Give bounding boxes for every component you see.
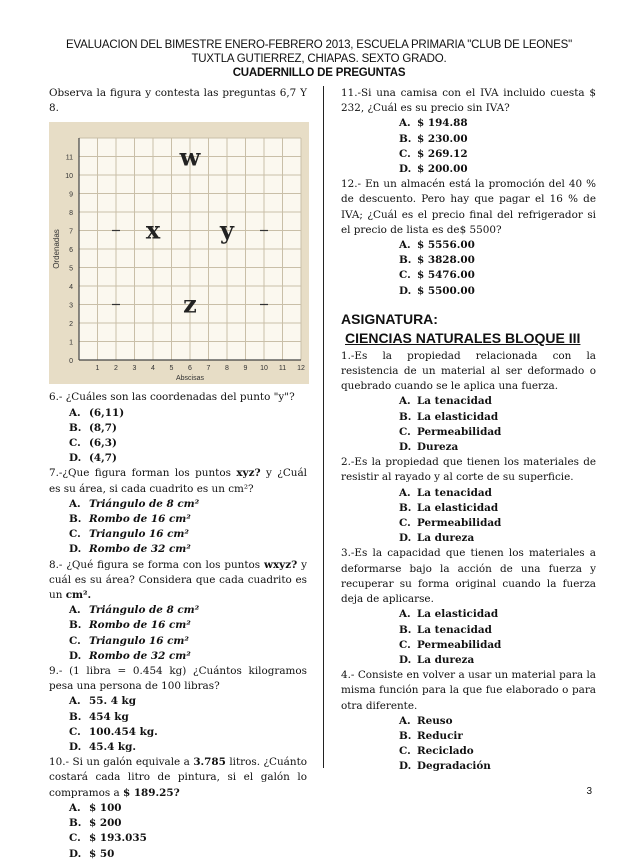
answer-option: [341, 147, 596, 162]
science-question-1: 1.-Es la propiedad relacionada con la resistencia de un material al ser deformado o quebrado cuando se le aplica una fuerza.: [341, 349, 596, 393]
option-text: Rombo de 32 cm²: [89, 543, 191, 556]
answer-option: [49, 634, 307, 649]
option-letter: D.: [69, 543, 82, 556]
coordinate-figure: [49, 122, 309, 384]
option-text: Dureza: [417, 441, 459, 454]
x-tick-label: 3: [132, 365, 137, 373]
question-6-options: [49, 406, 307, 467]
question-12: 12.- En un almacén está la promoción del 40 % de descuento. Pero hay que pagar el 16 % de IVA; ¿Cuál es el precio final del refrigerador si el precio de lista es de$ 5500?: [341, 178, 596, 236]
option-text: $ 3828.00: [417, 254, 475, 267]
answer-option: [49, 618, 307, 633]
question-7-text: 7.-¿Que figura forman los puntos: [49, 467, 237, 480]
option-letter: C.: [399, 517, 411, 530]
subject-heading: ASIGNATURA:: [341, 310, 438, 327]
answer-option: [49, 451, 307, 466]
option-text: 454 kg: [89, 710, 129, 723]
y-tick-label: 8: [69, 210, 73, 218]
answer-option: [341, 714, 596, 729]
option-letter: A.: [69, 406, 81, 419]
header-line-1: EVALUACION DEL BIMESTRE ENERO-FEBRERO 2013, ESCUELA PRIMARIA "CLUB DE LEONES": [66, 39, 572, 51]
column-divider: [323, 86, 324, 768]
answer-option: [341, 486, 596, 501]
option-letter: B.: [399, 501, 412, 514]
x-tick-label: 8: [225, 365, 229, 373]
option-text: Permeabilidad: [417, 517, 502, 530]
x-tick-label: 5: [169, 365, 174, 373]
x-tick-label: 12: [297, 365, 305, 373]
option-letter: A.: [399, 486, 411, 499]
y-tick-label: 9: [69, 191, 73, 199]
answer-option: [341, 132, 596, 147]
option-text: Rombo de 16 cm²: [89, 619, 191, 632]
question-10-options: [49, 801, 307, 862]
option-letter: C.: [69, 528, 81, 541]
x-tick-label: 11: [278, 365, 287, 373]
option-letter: A.: [399, 117, 411, 130]
question-10-price: $ 189.25?: [122, 786, 180, 799]
option-text: Rombo de 32 cm²: [89, 649, 191, 662]
option-text: Reducir: [417, 729, 463, 742]
answer-option: [49, 603, 307, 618]
question-8-text-end: y cuál es su área? Considera que cada cuadrito es un: [49, 558, 307, 602]
figure-instruction: Observa la figura y contesta las preguntas 6,7 Y 8.: [49, 87, 307, 115]
y-tick-label: 4: [69, 284, 73, 292]
option-letter: D.: [69, 649, 82, 662]
option-letter: D.: [69, 741, 82, 754]
answer-option: [341, 638, 596, 653]
answer-option: [341, 394, 596, 409]
y-tick-label: 3: [69, 302, 73, 310]
option-letter: A.: [69, 497, 81, 510]
answer-option: [341, 623, 596, 638]
header-title: CUADERNILLO DE PREGUNTAS: [232, 67, 406, 79]
option-letter: D.: [399, 163, 412, 176]
option-letter: C.: [69, 832, 81, 845]
question-8-points: wxyz?: [264, 558, 298, 571]
option-letter: B.: [399, 254, 412, 267]
answer-option: [341, 116, 596, 131]
point-z-label: z: [183, 289, 197, 319]
option-letter: C.: [399, 745, 411, 758]
option-text: La dureza: [417, 653, 475, 666]
option-letter: A.: [69, 695, 81, 708]
answer-option: [49, 527, 307, 542]
option-text: Permeabilidad: [417, 425, 502, 438]
question-11: 11.-Si una camisa con el IVA incluido cuesta $ 232, ¿Cuál es su precio sin IVA?: [341, 87, 596, 115]
option-text: $ 50: [89, 847, 115, 860]
option-text: La tenacidad: [417, 395, 492, 408]
answer-option: [49, 436, 307, 451]
science-question-4: 4.- Consiste en volver a usar un material para la misma función para la que fue elaborado o para otra diferente.: [341, 669, 596, 712]
answer-option: [49, 497, 307, 512]
option-letter: C.: [399, 147, 411, 160]
answer-option: [49, 847, 307, 862]
y-tick-label: 10: [65, 173, 73, 181]
option-text: $ 5500.00: [417, 284, 475, 297]
left-column: [49, 86, 307, 862]
answer-option: [341, 284, 596, 299]
option-letter: B.: [69, 619, 82, 632]
question-8-options: [49, 603, 307, 664]
option-text: Triángulo de 8 cm²: [89, 497, 200, 510]
option-text: La dureza: [417, 532, 475, 545]
header-line-2: TUXTLA GUTIERREZ, CHIAPAS. SEXTO GRADO.: [191, 53, 447, 65]
option-letter: A.: [69, 604, 81, 617]
option-letter: B.: [399, 410, 412, 423]
point-w-label: w: [179, 142, 201, 172]
option-text: La elasticidad: [417, 608, 499, 621]
x-tick-label: 9: [243, 365, 248, 373]
option-text: Rombo de 16 cm²: [89, 513, 191, 526]
science-question-2: 2.-Es la propiedad que tienen los materiales de resistir al rayado y al corte de su superficie.: [341, 456, 596, 484]
option-letter: B.: [69, 421, 82, 434]
answer-option: [341, 253, 596, 268]
option-letter: B.: [69, 710, 82, 723]
question-10: [49, 755, 307, 801]
option-text: Permeabilidad: [417, 638, 502, 651]
question-7-text-end: y ¿Cuál es su área, si cada cuadrito es un cm²?: [49, 467, 307, 495]
option-text: $ 269.12: [417, 147, 468, 160]
answer-option: [49, 831, 307, 846]
option-letter: D.: [399, 760, 412, 773]
answer-option: [49, 740, 307, 755]
option-text: Degradación: [417, 760, 491, 773]
y-tick-label: 5: [69, 265, 73, 273]
y-axis-title: Ordenadas: [52, 229, 61, 270]
option-letter: C.: [399, 425, 411, 438]
option-letter: A.: [399, 714, 411, 727]
y-tick-label: 7: [69, 228, 73, 236]
answer-option: [341, 759, 596, 774]
option-text: $ 193.035: [89, 832, 147, 845]
answer-option: [49, 649, 307, 664]
point-y-label: y: [220, 215, 234, 245]
option-text: $ 200: [89, 817, 122, 830]
answer-option: [49, 512, 307, 527]
option-letter: D.: [399, 284, 412, 297]
option-text: $ 5476.00: [417, 269, 475, 282]
option-letter: D.: [69, 847, 82, 860]
option-letter: C.: [69, 634, 81, 647]
option-text: 55. 4 kg: [89, 695, 137, 708]
question-12-options: [341, 238, 596, 299]
science-question-3-options: [341, 607, 596, 668]
question-7-points: xyz?: [236, 467, 261, 480]
option-letter: C.: [399, 269, 411, 282]
y-tick-label: 0: [69, 358, 73, 366]
subject-title: CIENCIAS NATURALES BLOQUE III: [345, 329, 581, 346]
answer-option: [49, 406, 307, 421]
option-letter: D.: [399, 441, 412, 454]
answer-option: [341, 238, 596, 253]
answer-option: [49, 801, 307, 816]
question-9: 9.- (1 libra = 0.454 kg) ¿Cuántos kilogramos pesa una persona de 100 libras?: [49, 665, 307, 693]
answer-option: [341, 607, 596, 622]
answer-option: [341, 410, 596, 425]
option-letter: C.: [69, 725, 81, 738]
answer-option: [341, 440, 596, 455]
option-text: 100.454 kg.: [89, 725, 158, 738]
option-text: $ 5556.00: [417, 239, 475, 252]
answer-option: [341, 729, 596, 744]
answer-option: [49, 725, 307, 740]
option-text: (6,11): [89, 406, 125, 419]
option-letter: D.: [399, 653, 412, 666]
option-letter: B.: [69, 513, 82, 526]
option-text: (8,7): [89, 421, 117, 434]
option-text: $ 230.00: [417, 132, 468, 145]
question-11-options: [341, 116, 596, 177]
question-6: 6.- ¿Cuáles son las coordenadas del punto "y"?: [49, 391, 295, 404]
option-text: Triangulo 16 cm²: [89, 528, 189, 541]
x-tick-label: 1: [95, 365, 100, 373]
answer-option: [49, 694, 307, 709]
option-text: $ 200.00: [417, 163, 468, 176]
option-text: (4,7): [89, 452, 117, 465]
right-column: [341, 86, 596, 775]
x-tick-label: 7: [206, 365, 211, 373]
page-number: 3: [586, 786, 592, 797]
option-text: $ 194.88: [417, 117, 468, 130]
option-letter: B.: [69, 817, 82, 830]
question-10-text: 10.- Si un galón equivale a: [49, 756, 194, 769]
y-tick-label: 6: [69, 247, 73, 255]
option-letter: A.: [399, 239, 411, 252]
option-text: $ 100: [89, 801, 122, 814]
answer-option: [341, 501, 596, 516]
x-tick-label: 10: [260, 365, 268, 373]
option-letter: C.: [399, 638, 411, 651]
science-question-2-options: [341, 486, 596, 547]
point-x-label: x: [145, 215, 161, 245]
answer-option: [49, 816, 307, 831]
option-text: 45.4 kg.: [89, 741, 137, 754]
answer-option: [341, 425, 596, 440]
answer-option: [49, 421, 307, 436]
option-letter: B.: [399, 729, 412, 742]
x-tick-label: 2: [114, 365, 118, 373]
answer-option: [341, 744, 596, 759]
question-8: [49, 558, 307, 604]
answer-option: [341, 531, 596, 546]
answer-option: [49, 542, 307, 557]
answer-option: [341, 268, 596, 283]
answer-option: [341, 162, 596, 177]
question-10-text-mid: litros. ¿Cuánto costará cada litro de pintura, si el galón lo compramos a: [49, 756, 307, 799]
x-axis-title: Abscisas: [175, 375, 205, 383]
y-tick-label: 1: [69, 339, 73, 347]
coordinate-grid: [49, 122, 309, 384]
question-10-liters: 3.785: [193, 756, 226, 769]
science-question-4-options: [341, 714, 596, 775]
option-letter: A.: [69, 801, 81, 814]
question-8-text: 8.- ¿Qué figura se forma con los puntos: [49, 558, 265, 571]
y-tick-label: 2: [69, 321, 73, 329]
answer-option: [341, 653, 596, 668]
option-text: Reciclado: [417, 745, 474, 758]
question-9-options: [49, 694, 307, 755]
option-letter: B.: [399, 132, 412, 145]
option-text: (6,3): [89, 437, 117, 450]
option-text: La elasticidad: [417, 410, 499, 423]
answer-option: [49, 710, 307, 725]
option-letter: D.: [399, 532, 412, 545]
option-text: Reuso: [417, 714, 453, 727]
question-8-unit: cm².: [65, 589, 92, 602]
science-question-3: 3.-Es la capacidad que tienen los materiales a deformarse bajo la acción de una fuerza y recuperar su forma original cuando la fuerza deja de aplicarse.: [341, 547, 596, 606]
question-7-options: [49, 497, 307, 558]
answer-option: [341, 516, 596, 531]
option-letter: A.: [399, 608, 411, 621]
option-letter: D.: [69, 452, 82, 465]
option-text: La elasticidad: [417, 501, 499, 514]
x-tick-label: 6: [188, 365, 192, 373]
option-text: Triángulo de 8 cm²: [89, 604, 200, 617]
option-text: La tenacidad: [417, 486, 492, 499]
science-question-1-options: [341, 394, 596, 455]
question-7: [49, 466, 307, 496]
option-letter: A.: [399, 395, 411, 408]
option-text: La tenacidad: [417, 623, 492, 636]
option-letter: C.: [69, 437, 81, 450]
option-letter: B.: [399, 623, 412, 636]
y-tick-label: 11: [65, 154, 73, 162]
option-text: Triangulo 16 cm²: [89, 634, 189, 647]
x-tick-label: 4: [151, 365, 155, 373]
